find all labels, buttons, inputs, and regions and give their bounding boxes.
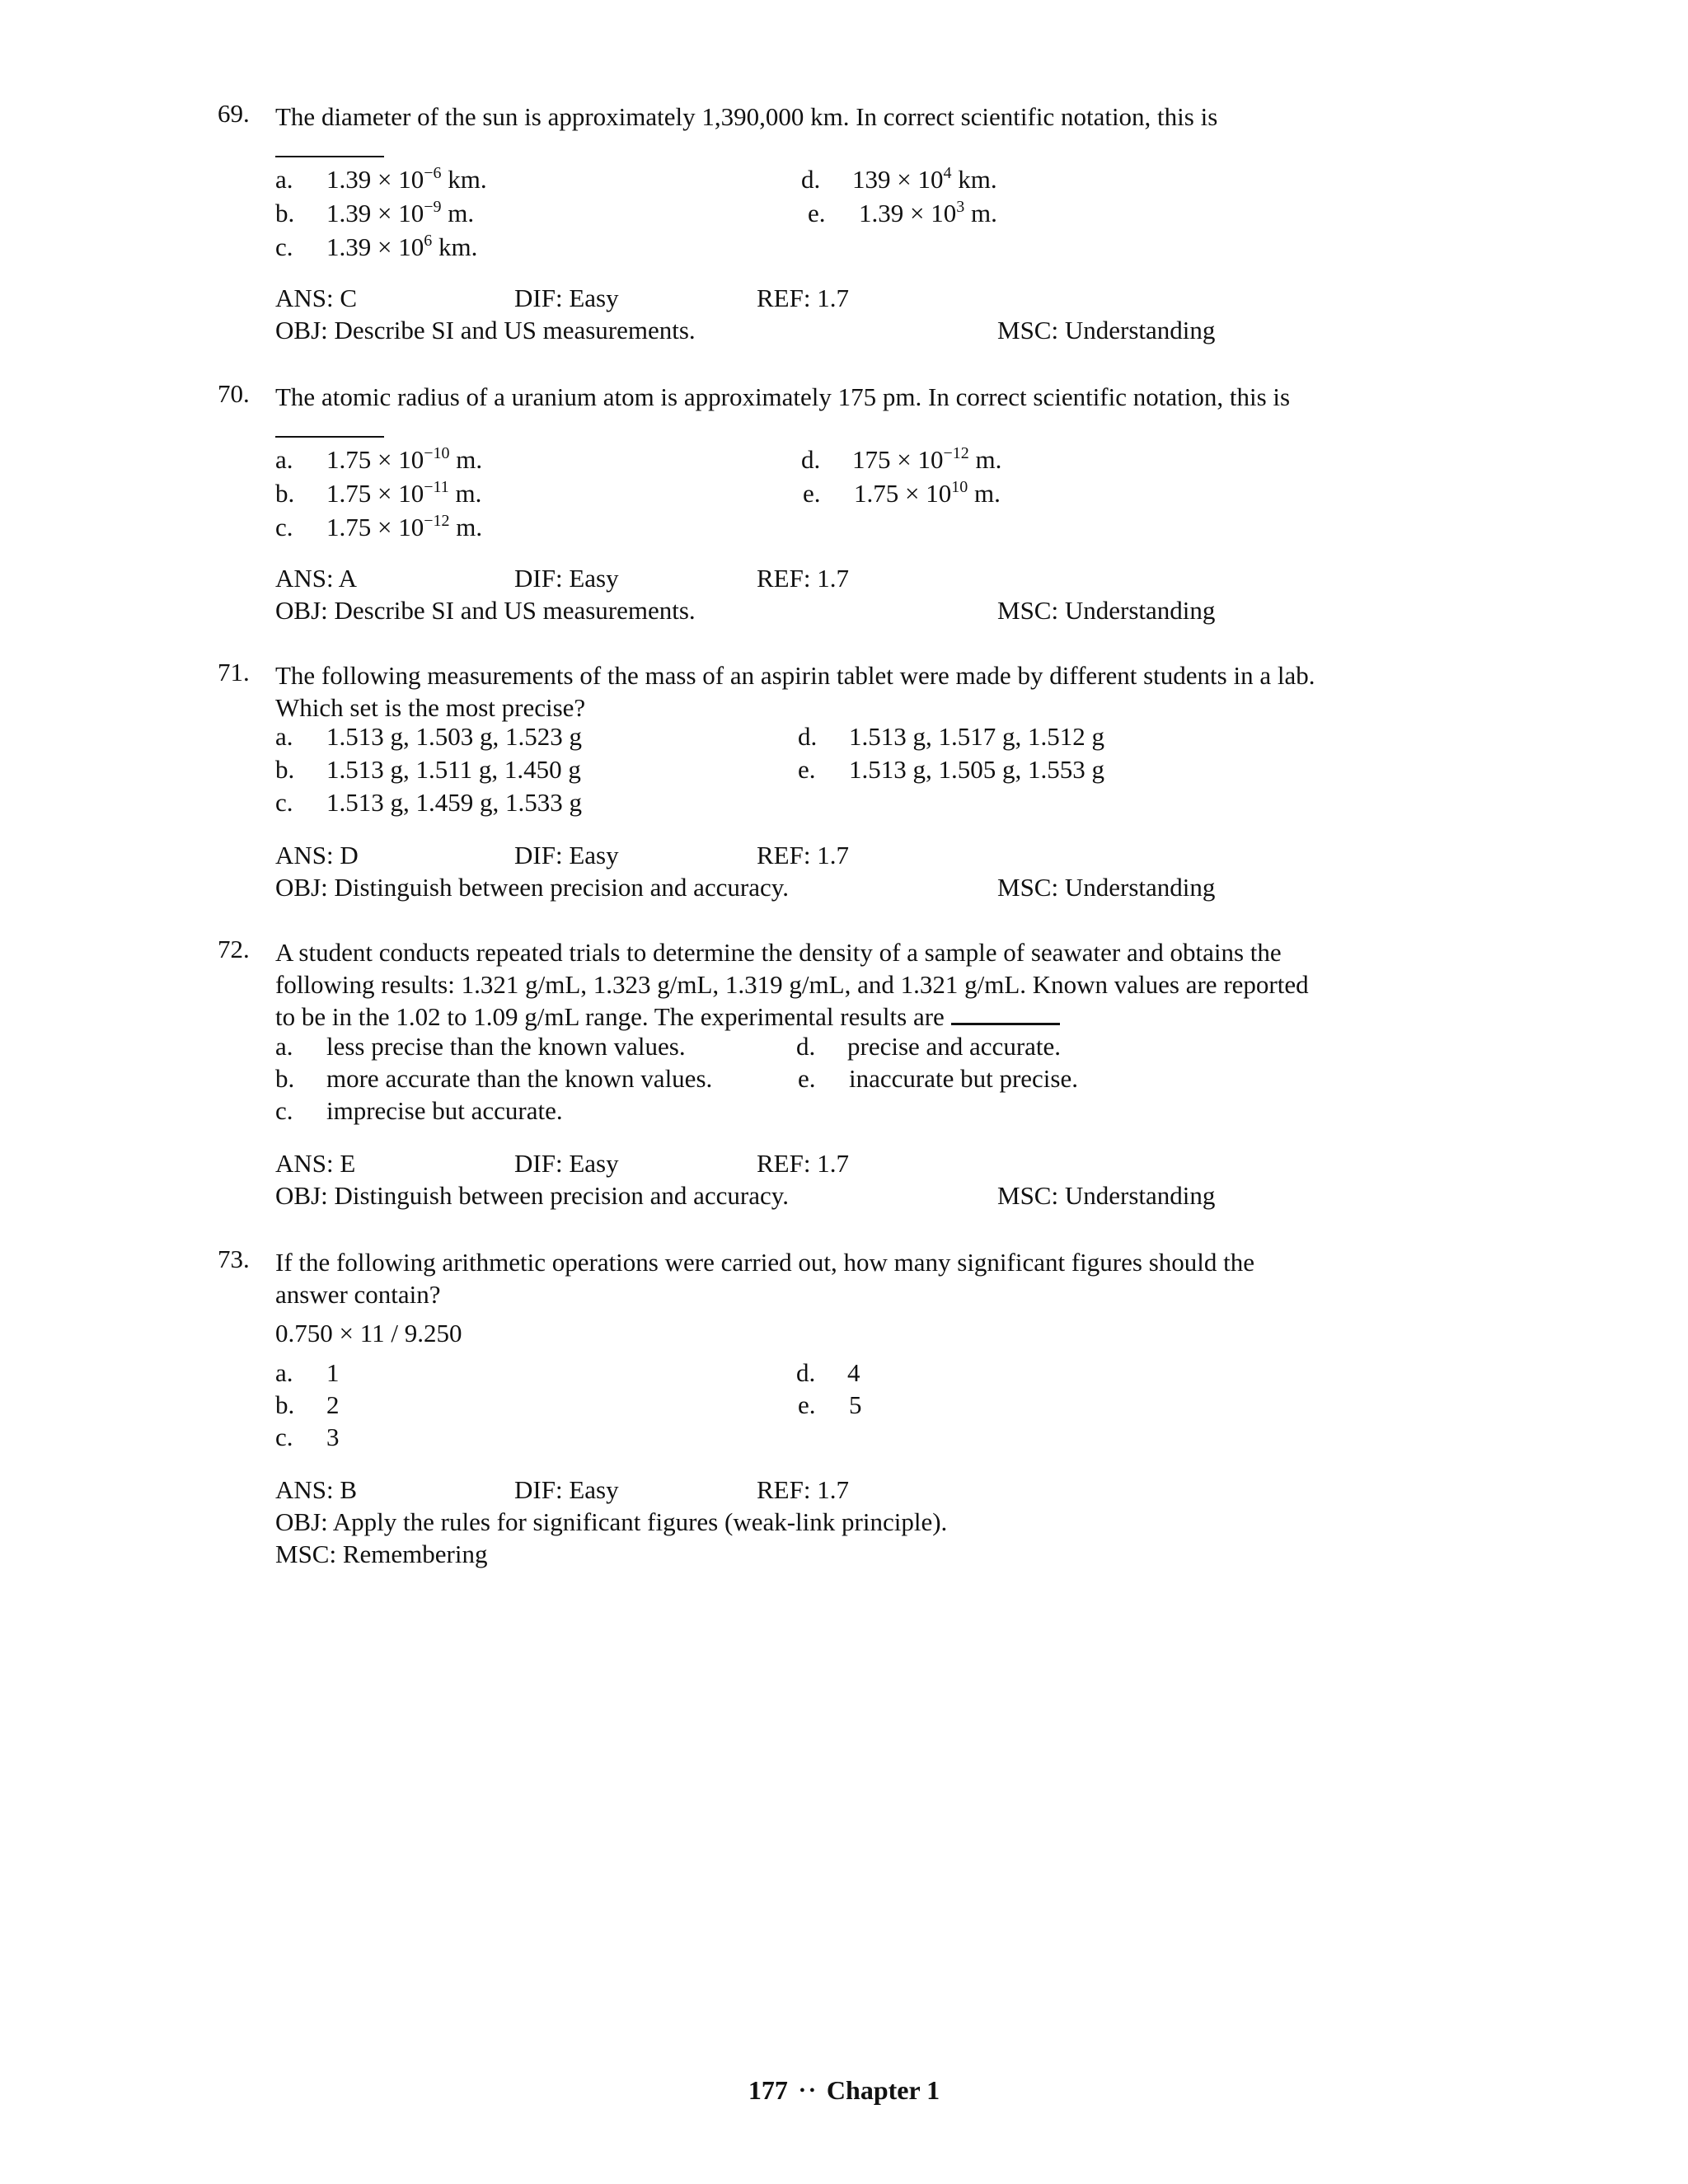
option-c bbox=[275, 1424, 340, 1450]
option-e bbox=[798, 1392, 862, 1418]
option-unit: m. bbox=[441, 199, 475, 227]
option-a bbox=[275, 1033, 686, 1059]
answer-label: ANS: C bbox=[275, 284, 358, 312]
option-d bbox=[796, 1360, 860, 1385]
option-text: imprecise but accurate. bbox=[326, 1096, 563, 1125]
option-text: precise and accurate. bbox=[847, 1032, 1062, 1061]
option-letter: d. bbox=[798, 722, 818, 751]
question-stem bbox=[275, 936, 1396, 1033]
option-a bbox=[275, 724, 582, 749]
question-number: 73. bbox=[218, 1244, 250, 1273]
option-letter: c. bbox=[275, 788, 293, 817]
objective-label: OBJ: Distinguish between precision and accuracy. bbox=[275, 1181, 789, 1210]
reference-label: REF: 1.7 bbox=[757, 564, 849, 593]
option-exponent: −10 bbox=[424, 444, 450, 462]
question-number: 71. bbox=[218, 658, 250, 687]
option-letter: a. bbox=[275, 722, 293, 751]
option-letter: a. bbox=[275, 1032, 293, 1061]
option-unit: km. bbox=[441, 165, 487, 194]
stem-text: The diameter of the sun is approximately 1,390,000 km. In correct scientific notation, this is bbox=[275, 102, 1218, 131]
option-letter: a. bbox=[275, 1358, 293, 1387]
option-text: 3 bbox=[326, 1422, 340, 1451]
answer-blank bbox=[275, 413, 384, 438]
question-stem bbox=[275, 659, 1396, 724]
answer-label: ANS: D bbox=[275, 841, 359, 869]
answer-label: ANS: E bbox=[275, 1149, 356, 1178]
option-base: 1.39 × 10 bbox=[859, 199, 957, 227]
option-unit: km. bbox=[432, 232, 478, 261]
option-text: 1 bbox=[326, 1358, 340, 1387]
option-unit: km. bbox=[951, 165, 997, 194]
reference-label: REF: 1.7 bbox=[757, 1149, 849, 1178]
option-exponent: 10 bbox=[951, 478, 968, 496]
option-base: 1.75 × 10 bbox=[326, 479, 424, 508]
msc-label: MSC: Understanding bbox=[997, 873, 1216, 902]
option-exponent: 4 bbox=[943, 164, 952, 182]
option-letter: c. bbox=[275, 232, 293, 261]
option-letter: b. bbox=[275, 479, 295, 508]
option-exponent: 6 bbox=[424, 232, 433, 250]
page-footer bbox=[0, 2077, 1688, 2103]
msc-label: MSC: Remembering bbox=[275, 1540, 488, 1568]
option-letter: d. bbox=[801, 445, 821, 474]
option-text: 5 bbox=[849, 1390, 862, 1419]
option-a bbox=[275, 1360, 340, 1385]
option-exponent: −9 bbox=[424, 198, 442, 216]
option-base: 175 × 10 bbox=[852, 445, 944, 474]
option-unit: m. bbox=[964, 199, 997, 227]
msc-label: MSC: Understanding bbox=[997, 1181, 1216, 1210]
option-text: 1.513 g, 1.517 g, 1.512 g bbox=[849, 722, 1104, 751]
option-text: 1.513 g, 1.503 g, 1.523 g bbox=[326, 722, 582, 751]
option-base: 1.75 × 10 bbox=[854, 479, 952, 508]
option-c bbox=[275, 790, 582, 815]
chapter-label: Chapter 1 bbox=[826, 2075, 940, 2105]
option-exponent: −12 bbox=[943, 444, 969, 462]
question-stem bbox=[275, 381, 1396, 445]
option-unit: m. bbox=[449, 445, 483, 474]
objective-label: OBJ: Describe SI and US measurements. bbox=[275, 596, 696, 625]
option-text: 1.513 g, 1.505 g, 1.553 g bbox=[849, 755, 1104, 784]
option-letter: e. bbox=[803, 479, 821, 508]
difficulty-label: DIF: Easy bbox=[514, 284, 619, 312]
option-text: less precise than the known values. bbox=[326, 1032, 686, 1061]
option-unit: m. bbox=[448, 479, 482, 508]
option-b bbox=[275, 480, 481, 506]
option-base: 1.39 × 10 bbox=[326, 232, 424, 261]
stem-line: A student conducts repeated trials to determine the density of a sample of seawater and obtains the bbox=[275, 938, 1282, 967]
question-number: 70. bbox=[218, 379, 250, 408]
option-exponent: 3 bbox=[956, 198, 965, 216]
stem-line: following results: 1.321 g/mL, 1.323 g/mL, 1.319 g/mL, and 1.321 g/mL. Known values are reported bbox=[275, 970, 1309, 999]
option-base: 1.39 × 10 bbox=[326, 199, 424, 227]
option-letter: a. bbox=[275, 165, 293, 194]
option-letter: b. bbox=[275, 199, 295, 227]
question-number: 72. bbox=[218, 935, 250, 963]
option-letter: c. bbox=[275, 513, 293, 541]
stem-line: If the following arithmetic operations were carried out, how many significant figures should the bbox=[275, 1248, 1254, 1277]
msc-label: MSC: Understanding bbox=[997, 316, 1216, 344]
reference-label: REF: 1.7 bbox=[757, 284, 849, 312]
option-b bbox=[275, 757, 581, 782]
option-c bbox=[275, 234, 477, 260]
difficulty-label: DIF: Easy bbox=[514, 564, 619, 593]
stem-line: answer contain? bbox=[275, 1280, 441, 1309]
reference-label: REF: 1.7 bbox=[757, 1475, 849, 1504]
stem-line: The following measurements of the mass of an aspirin tablet were made by different students in a lab. bbox=[275, 661, 1315, 690]
objective-label: OBJ: Apply the rules for significant figures (weak-link principle). bbox=[275, 1507, 948, 1536]
option-text: 1.513 g, 1.459 g, 1.533 g bbox=[326, 788, 582, 817]
answer-blank bbox=[951, 1001, 1060, 1025]
separator-dots: • • bbox=[799, 2082, 815, 2100]
answer-label: ANS: A bbox=[275, 564, 358, 593]
page-number: 177 bbox=[748, 2075, 788, 2105]
option-b bbox=[275, 1066, 712, 1091]
stem-line: to be in the 1.02 to 1.09 g/mL range. The experimental results are bbox=[275, 1002, 945, 1031]
option-text: 2 bbox=[326, 1390, 340, 1419]
objective-label: OBJ: Describe SI and US measurements. bbox=[275, 316, 696, 344]
option-d bbox=[798, 724, 1104, 749]
objective-label: OBJ: Distinguish between precision and accuracy. bbox=[275, 873, 789, 902]
question-number: 69. bbox=[218, 99, 250, 128]
question-stem bbox=[275, 101, 1396, 165]
option-letter: e. bbox=[798, 1390, 816, 1419]
option-text: more accurate than the known values. bbox=[326, 1064, 713, 1093]
option-unit: m. bbox=[968, 479, 1001, 508]
option-letter: b. bbox=[275, 1064, 295, 1093]
answer-label: ANS: B bbox=[275, 1475, 358, 1504]
option-letter: d. bbox=[796, 1358, 816, 1387]
option-base: 1.75 × 10 bbox=[326, 513, 424, 541]
option-e bbox=[808, 200, 997, 226]
option-letter: d. bbox=[796, 1032, 816, 1061]
option-exponent: −11 bbox=[424, 478, 449, 496]
option-exponent: −6 bbox=[424, 164, 442, 182]
option-unit: m. bbox=[449, 513, 483, 541]
option-unit: m. bbox=[968, 445, 1002, 474]
question-stem bbox=[275, 1246, 1396, 1310]
option-a bbox=[275, 444, 483, 474]
stem-text: The atomic radius of a uranium atom is approximately 175 pm. In correct scientific notation, this is bbox=[275, 382, 1291, 411]
option-c bbox=[275, 514, 482, 540]
option-base: 139 × 10 bbox=[852, 165, 944, 194]
option-letter: b. bbox=[275, 755, 295, 784]
stem-line: Which set is the most precise? bbox=[275, 693, 586, 722]
option-d bbox=[796, 1033, 1061, 1059]
option-d bbox=[801, 166, 997, 192]
option-exponent: −12 bbox=[424, 512, 450, 530]
option-letter: d. bbox=[801, 165, 821, 194]
option-base: 1.39 × 10 bbox=[326, 165, 424, 194]
difficulty-label: DIF: Easy bbox=[514, 841, 619, 869]
option-b bbox=[275, 1392, 340, 1418]
answer-blank bbox=[275, 133, 384, 157]
arithmetic-expression: 0.750 × 11 / 9.250 bbox=[275, 1319, 462, 1347]
option-base: 1.75 × 10 bbox=[326, 445, 424, 474]
difficulty-label: DIF: Easy bbox=[514, 1475, 619, 1504]
option-letter: e. bbox=[798, 755, 816, 784]
option-text: 4 bbox=[847, 1358, 860, 1387]
option-letter: e. bbox=[798, 1064, 816, 1093]
option-letter: a. bbox=[275, 445, 293, 474]
option-d bbox=[801, 444, 1002, 474]
option-c bbox=[275, 1098, 563, 1123]
option-e bbox=[798, 1066, 1078, 1091]
option-text: inaccurate but precise. bbox=[849, 1064, 1078, 1093]
option-letter: c. bbox=[275, 1422, 293, 1451]
option-text: 1.513 g, 1.511 g, 1.450 g bbox=[326, 755, 581, 784]
option-letter: c. bbox=[275, 1096, 293, 1125]
option-e bbox=[798, 757, 1104, 782]
option-letter: b. bbox=[275, 1390, 295, 1419]
option-b bbox=[275, 200, 474, 226]
difficulty-label: DIF: Easy bbox=[514, 1149, 619, 1178]
reference-label: REF: 1.7 bbox=[757, 841, 849, 869]
option-a bbox=[275, 166, 487, 192]
option-e bbox=[803, 480, 1001, 506]
option-letter: e. bbox=[808, 199, 826, 227]
msc-label: MSC: Understanding bbox=[997, 596, 1216, 625]
